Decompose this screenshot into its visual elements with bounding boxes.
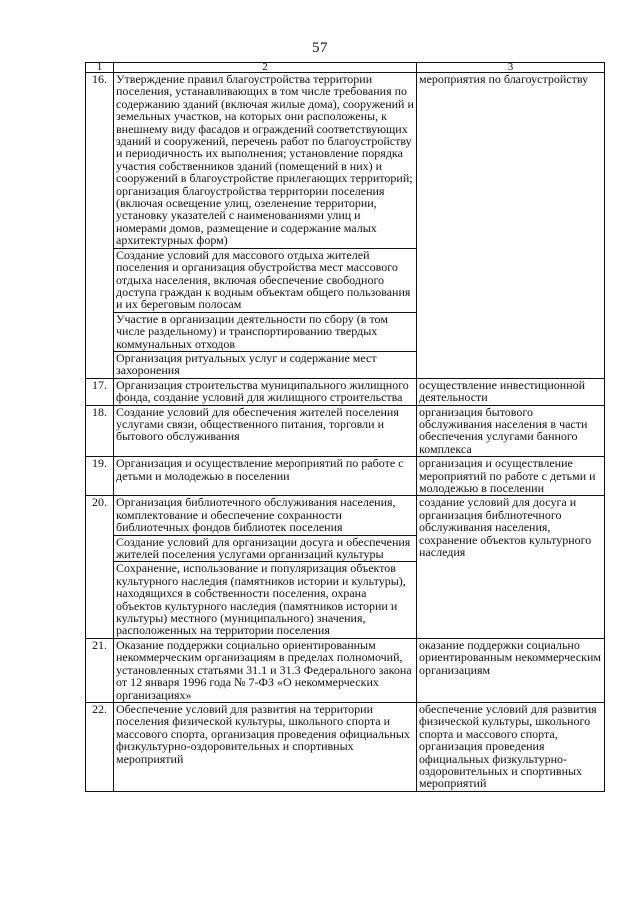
- row-number: 20.: [86, 496, 114, 638]
- table-row: [86, 457, 605, 496]
- header-col-2: 2: [114, 63, 417, 73]
- table-row: [86, 378, 605, 405]
- issue-text: Создание условий для массового отдыха жителей поселения и организация обустройства мест массового отдыха населения, включая обеспечение свободного доступа граждан к водным объектам общего пользования и их береговым полосам: [114, 248, 417, 312]
- issue-text: Организация и осуществление мероприятий по работе с детьми и молодежью в поселении: [114, 457, 417, 496]
- table-row: [86, 496, 605, 535]
- issue-text: Организация строительства муниципального жилищного фонда, создание условий для жилищного строительства: [114, 378, 417, 405]
- powers-table: [85, 62, 605, 792]
- power-text: осуществление инвестиционной деятельности: [417, 378, 605, 405]
- issue-text: Оказание поддержки социально ориентированным некоммерческим организациям в пределах полномочий, установленных статьями 31.1 и 31.3 Федерального закона от 12 января 1996 года № 7-ФЗ «О некоммерческих организациях»: [114, 638, 417, 702]
- issue-text: Обеспечение условий для развития на территории поселения физической культуры, школьного спорта и массового спорта, организация проведения официальных физкультурно-оздоровительных и спортивных мероприятий: [114, 702, 417, 791]
- power-text: оказание поддержки социально ориентированным некоммерческим организациям: [417, 638, 605, 702]
- header-col-1: 1: [86, 63, 114, 73]
- power-text: создание условий для досуга и организация библиотечного обслуживания населения, сохранение объектов культурного наследия: [417, 496, 605, 638]
- issue-text: Утверждение правил благоустройства территории поселения, устанавливающих в том числе требования по содержанию зданий (включая жилые дома), сооружений и земельных участков, на которых они расположены, к внешнему виду фасадов и ограждений соответствующих зданий и сооружений, перечень работ по благоустройству и периодичность их выполнения; установление порядка участия собственников зданий (помещений в них) и сооружений в благоустройстве прилегающих территорий; организация благоустройства территории поселения (включая освещение улиц, озеленение территории, установку указателей с наименованиями улиц и номерами домов, размещение и содержание малых архитектурных форм): [114, 73, 417, 249]
- power-text: мероприятия по благоустройству: [417, 73, 605, 379]
- table-row: [86, 702, 605, 791]
- page-number: 57: [312, 40, 328, 56]
- table-body: [86, 73, 605, 792]
- row-number: 18.: [86, 405, 114, 457]
- power-text: организация и осуществление мероприятий по работе с детьми и молодежью в поселении: [417, 457, 605, 496]
- issue-text: Сохранение, использование и популяризация объектов культурного наследия (памятников истории и культуры), находящихся в собственности поселения, охрана объектов культурного наследия (памятников истории и культуры) местного (муниципального) значения, расположенных на территории поселения: [114, 562, 417, 638]
- row-number: 16.: [86, 73, 114, 379]
- row-number: 21.: [86, 638, 114, 702]
- issue-text: Организация библиотечного обслуживания населения, комплектование и обеспечение сохранности библиотечных фондов библиотек поселения: [114, 496, 417, 535]
- issue-text: Создание условий для обеспечения жителей поселения услугами связи, общественного питания, торговли и бытового обслуживания: [114, 405, 417, 457]
- row-number: 19.: [86, 457, 114, 496]
- issue-text: Создание условий для организации досуга и обеспечения жителей поселения услугами организаций культуры: [114, 535, 417, 562]
- row-number: 22.: [86, 702, 114, 791]
- table-row: [86, 405, 605, 457]
- issue-text: Участие в организации деятельности по сбору (в том числе раздельному) и транспортированию твердых коммунальных отходов: [114, 312, 417, 351]
- power-text: обеспечение условий для развития физической культуры, школьного спорта и массового спорта, организация проведения официальных физкультурно-оздоровительных и спортивных мероприятий: [417, 702, 605, 791]
- table-row: [86, 638, 605, 702]
- header-col-3: 3: [417, 63, 605, 73]
- issue-text: Организация ритуальных услуг и содержание мест захоронения: [114, 351, 417, 378]
- power-text: организация бытового обслуживания населения в части обеспечения услугами банного комплекса: [417, 405, 605, 457]
- row-number: 17.: [86, 378, 114, 405]
- table-row: [86, 73, 605, 249]
- header-row: [86, 63, 605, 73]
